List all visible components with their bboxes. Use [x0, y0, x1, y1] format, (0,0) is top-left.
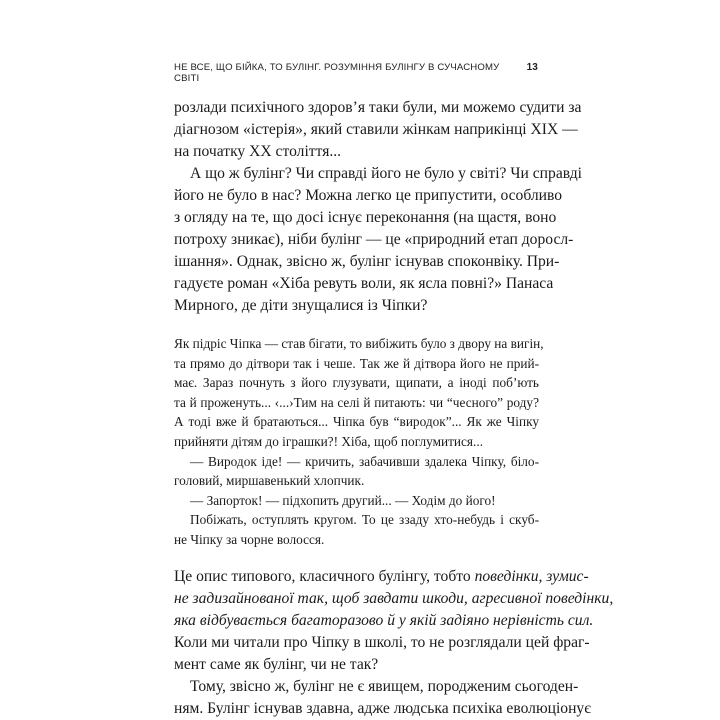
- emphasis: не задизайнованої так, щоб завдати шкоди, агресивної поведінки,: [174, 589, 614, 607]
- quote-line: — Виродок іде! — кричить, забачивши здалека Чіпку, біло-: [190, 453, 539, 469]
- emphasis: яка відбувається багаторазово й у якій задіяно нерівність сил.: [174, 611, 594, 629]
- quote-line: та й проженуть... ‹...›Тим на селі й питають: чи “чесного” роду?: [174, 394, 539, 410]
- text-line: гадуєте роман «Хіба ревуть воли, як ясла повні?» Панаса: [174, 275, 554, 292]
- text-line: на початку XX століття...: [174, 143, 342, 160]
- quote-line: прийняти дітям до іграшки?! Хіба, щоб поглумитися...: [174, 433, 484, 449]
- emphasis: поведінки, зумис-: [474, 567, 589, 585]
- quote-line: Як підріс Чіпка — став бігати, то вибіжить було з двору на вигін,: [174, 336, 544, 351]
- text-line: з огляду на те, що досі існує переконання (на щастя, воно: [174, 209, 557, 226]
- paragraph-3: [174, 566, 614, 676]
- running-head-title: НЕ ВСЕ, ЩО БІЙКА, ТО БУЛІНГ. РОЗУМІННЯ БУЛІНГУ В СУЧАСНОМУ СВІТІ: [174, 62, 500, 84]
- paragraph-2: [174, 163, 582, 317]
- body-text: [174, 97, 614, 720]
- text-line: Коли ми читали про Чіпку в школі, то не розглядали цей фраг-: [174, 633, 590, 651]
- running-head: [174, 62, 538, 84]
- text-line: Мирного, де діти знущалися із Чіпки?: [174, 297, 428, 314]
- text-line: його не було в нас? Можна легко це припустити, особливо: [174, 187, 563, 204]
- text-line: А що ж булінг? Чи справді його не було у світі? Чи справді: [190, 165, 582, 182]
- text-line: мент саме як булінг, чи не так?: [174, 655, 379, 673]
- block-quote: [174, 334, 544, 550]
- quote-line: А тоді вже й братаються... Чіпка був “виродок”... Як же Чіпку: [174, 414, 539, 430]
- text-line: потроху зникає), ніби булінг — це «природний етап доросл-: [174, 231, 574, 248]
- text-line: [174, 610, 594, 632]
- page-number: 13: [526, 62, 538, 73]
- text-line: розлади психічного здоров’я таки були, ми можемо судити за: [174, 99, 582, 116]
- text-line: ішання». Однак, звісно ж, булінг існував споконвіку. При-: [174, 253, 560, 270]
- text-line: Тому, звісно ж, булінг не є явищем, породженим сьогоден-: [190, 677, 579, 695]
- quote-line: — Запорток! — підхопить другий... — Ходім до його!: [190, 492, 496, 508]
- quote-line: Побіжать, оступлять кругом. То це ззаду хто-небудь і скуб-: [190, 512, 539, 528]
- paragraph-1: [174, 97, 582, 163]
- paragraph-4: [174, 676, 591, 720]
- text-line: ням. Булінг існував здавна, адже людська психіка еволюціонує: [174, 699, 591, 717]
- quote-line: не Чіпку за чорне волосся.: [174, 531, 325, 547]
- text-line: [174, 588, 614, 610]
- quote-line: та прямо до дітвори так і чеше. Так же й дітвора його не прий-: [174, 355, 539, 371]
- quote-line: головий, миршавенький хлопчик.: [174, 473, 365, 489]
- text-line: [174, 566, 589, 588]
- text-run: Це опис типового, класичного булінгу, тобто: [174, 567, 475, 585]
- quote-line: має. Зараз почнуть з його глузувати, щипати, а іноді поб’ють: [174, 375, 539, 391]
- text-line: діагнозом «істерія», який ставили жінкам наприкінці XIX —: [174, 121, 578, 138]
